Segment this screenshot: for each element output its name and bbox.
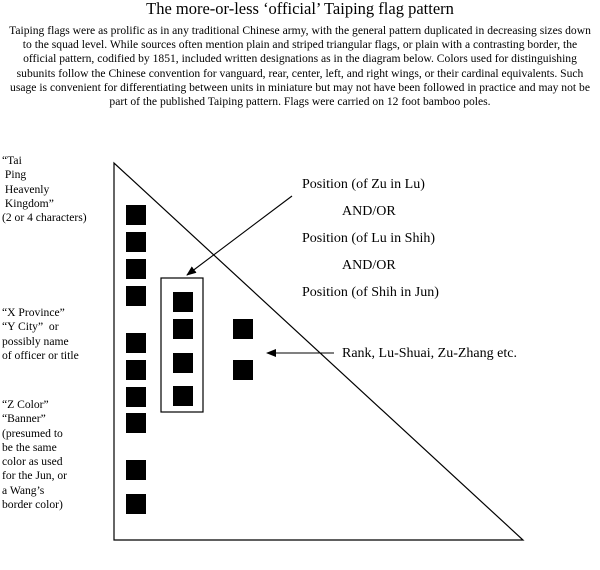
character-block: [233, 319, 253, 339]
side-note-line: “Y City” or: [2, 320, 59, 334]
label-rank: Rank, Lu-Shuai, Zu-Zhang etc.: [342, 346, 517, 361]
character-block: [126, 259, 146, 279]
character-block: [126, 494, 146, 514]
character-block: [173, 353, 193, 373]
side-note-line: “X Province”: [2, 306, 65, 319]
side-note-line: “Z Color”: [2, 398, 49, 411]
character-block: [126, 232, 146, 252]
side-note-line: Kingdom”: [2, 196, 54, 210]
character-block: [173, 319, 193, 339]
label-and-or-1: AND/OR: [342, 204, 396, 219]
label-and-or-2: AND/OR: [342, 258, 396, 273]
label-zu-in-lu: Position (of Zu in Lu): [302, 177, 425, 192]
character-block: [173, 292, 193, 312]
position-arrow: [187, 196, 292, 275]
side-note-line: Ping: [2, 168, 27, 182]
character-block: [126, 387, 146, 407]
character-block: [126, 205, 146, 225]
side-note-line: for the Jun, or: [2, 469, 68, 483]
character-block: [126, 413, 146, 433]
side-note-line: color as used: [2, 455, 63, 469]
side-note-line: (presumed to: [2, 426, 63, 440]
side-note-line: possibly name: [2, 334, 69, 348]
character-block: [126, 286, 146, 306]
side-note-line: of officer or title: [2, 348, 79, 362]
character-block: [173, 386, 193, 406]
character-block: [126, 360, 146, 380]
side-note-line: Heavenly: [2, 182, 50, 196]
side-note-line: (2 or 4 characters): [2, 211, 87, 225]
side-note-line: a Wang’s: [2, 483, 45, 497]
side-note-line: be the same: [2, 440, 57, 454]
label-lu-in-shih: Position (of Lu in Shih): [302, 231, 436, 246]
page-title: The more-or-less ‘official’ Taiping flag pattern: [146, 0, 454, 18]
side-note-line: “Tai: [2, 154, 22, 167]
character-block: [126, 333, 146, 353]
side-note-line: “Banner”: [2, 412, 46, 426]
character-block: [126, 460, 146, 480]
triangular-flag-outline: [114, 163, 523, 540]
character-block: [233, 360, 253, 380]
intro-paragraph: Taiping flags were as prolific as in any traditional Chinese army, with the general pattern duplicated in decreasing sizes down to the squad level. While sources often mention plain and striped triangular flags, or plain with a contrasting border, the official pattern, codified by 1851, included written designations as in the diagram below. Colors used for distinguishing subunits follow the Chinese convention for vanguard, rear, center, left, and right wings, or their cardinal equivalents. Such usage is convenient for differentiating between units in miniature but may not have been followed in practice and may not be part of the published Taiping pattern. Flags were carried on 12 foot bamboo poles.: [9, 24, 591, 109]
label-shih-in-jun: Position (of Shih in Jun): [302, 285, 439, 300]
side-note-line: border color): [2, 498, 63, 512]
